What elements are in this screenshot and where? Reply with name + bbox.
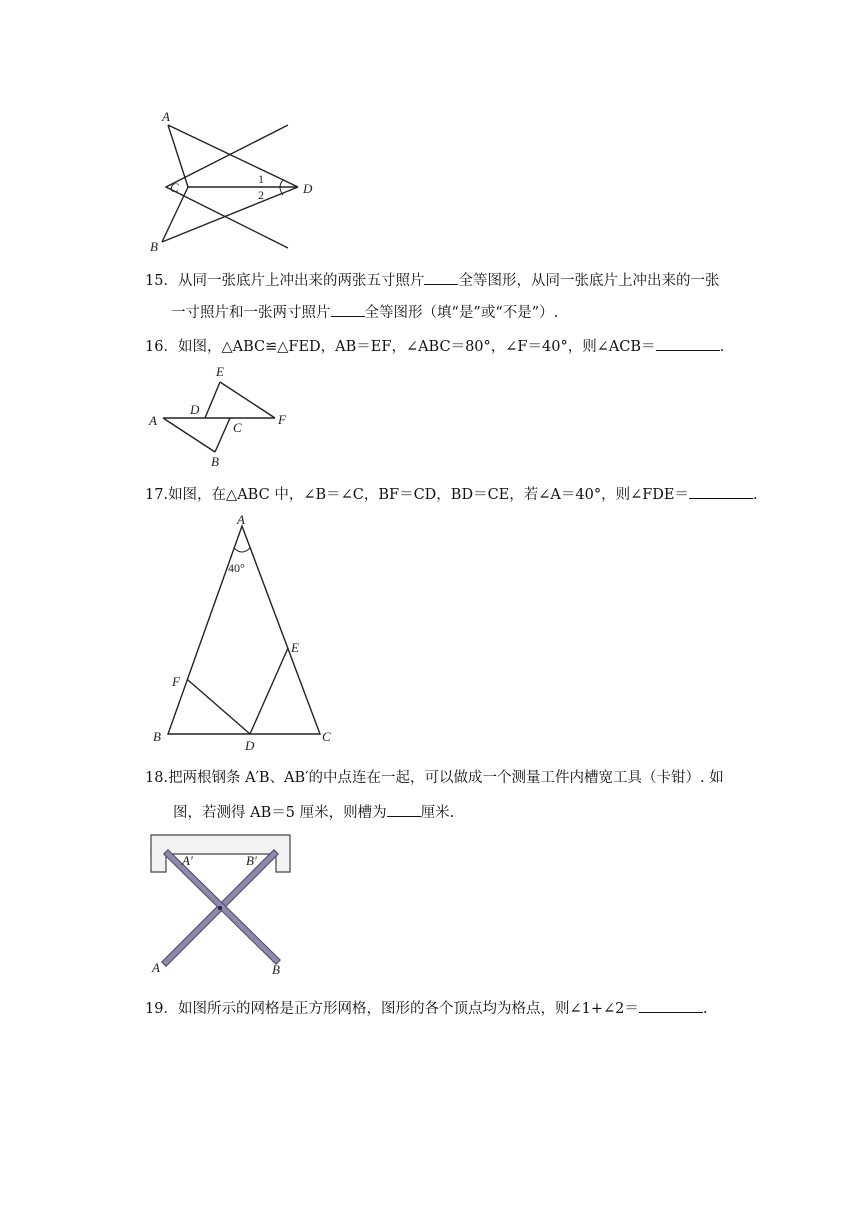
question-number: 16．: [145, 339, 178, 355]
pivot: [218, 906, 222, 910]
question-text: 全等图形，从同一张底片上冲出来的一张: [458, 273, 720, 289]
question-text: 从同一张底片上冲出来的两张五寸照片: [177, 273, 425, 289]
question-15-line-2: [171, 302, 851, 323]
label-d: D: [245, 738, 255, 753]
label-b-prime: B′: [246, 853, 257, 868]
label-c: C: [170, 180, 179, 195]
question-text: 厘米.: [420, 805, 455, 821]
label-d: D: [303, 181, 313, 196]
label-a: A: [162, 109, 170, 124]
label-a-prime: A′: [182, 853, 193, 868]
answer-blank[interactable]: [689, 484, 753, 499]
question-16: [145, 336, 845, 357]
question-end: .: [702, 1001, 708, 1017]
answer-blank[interactable]: [387, 802, 421, 817]
answer-blank[interactable]: [424, 270, 458, 285]
question-number: 19．: [145, 1001, 178, 1017]
question-text: 如图，△ABC≌△FED，AB＝EF，∠ABC＝80°，∠F＝40°，则∠ACB＝: [177, 339, 656, 355]
label-angle-40: 40°: [228, 561, 245, 575]
angle-arc: [234, 548, 250, 552]
question-number: 17.: [145, 487, 169, 503]
answer-blank[interactable]: [656, 336, 720, 351]
label-c: C: [233, 420, 242, 435]
question-number: 18.: [145, 770, 169, 786]
figure-q16-triangles: [145, 362, 295, 472]
label-f: F: [172, 674, 180, 689]
answer-blank[interactable]: [639, 998, 703, 1013]
question-text: 如图，在△ABC 中，∠B＝∠C，BF＝CD，BD＝CE，若∠A＝40°，则∠FDE＝: [168, 487, 689, 503]
segment-bc: [215, 418, 230, 452]
question-text: 把两根钢条 A′B、AB′的中点连在一起，可以做成一个测量工件内槽宽工具（卡钳）. 如: [168, 770, 724, 786]
question-text: 如图所示的网格是正方形网格，图形的各个顶点均为格点，则∠1+∠2＝: [177, 1001, 639, 1017]
label-angle-1: 1: [258, 172, 264, 186]
segment-de: [205, 382, 220, 418]
label-e: E: [291, 640, 299, 655]
answer-blank[interactable]: [331, 302, 365, 317]
question-end: .: [753, 487, 758, 503]
question-19: [145, 998, 845, 1019]
label-c: C: [322, 729, 331, 744]
figure-q18-caliper: [148, 832, 298, 977]
label-e: E: [216, 364, 224, 379]
label-a: A: [237, 512, 245, 527]
segment-de: [250, 648, 288, 734]
label-a: A: [149, 413, 157, 428]
figure-q17-triangle: [148, 512, 338, 753]
label-angle-2: 2: [258, 188, 264, 202]
segment-ef: [220, 382, 275, 418]
question-text: 全等图形（填“是”或“不是”）.: [364, 305, 559, 321]
figure-q14-kite: [140, 105, 330, 255]
label-a: A: [152, 960, 160, 975]
label-b: B: [150, 239, 158, 254]
segment-ad: [168, 125, 298, 187]
question-text: 一寸照片和一张两寸照片: [171, 305, 331, 321]
segment-ca: [168, 125, 188, 187]
question-15-line-1: [145, 270, 845, 291]
question-17: [145, 484, 845, 505]
label-b: B: [272, 962, 280, 977]
label-f: F: [278, 412, 286, 427]
segment-fd: [188, 680, 250, 734]
triangle-abc: [168, 526, 320, 734]
question-end: .: [719, 339, 725, 355]
label-d: D: [190, 402, 200, 417]
question-text: 图，若测得 AB＝5 厘米，则槽为: [173, 805, 387, 821]
label-b: B: [211, 454, 219, 469]
question-18-line-2: [173, 802, 853, 823]
segment-ab: [163, 418, 215, 452]
question-18-line-1: [145, 768, 845, 788]
question-number: 15．: [145, 273, 178, 289]
label-b: B: [153, 729, 161, 744]
